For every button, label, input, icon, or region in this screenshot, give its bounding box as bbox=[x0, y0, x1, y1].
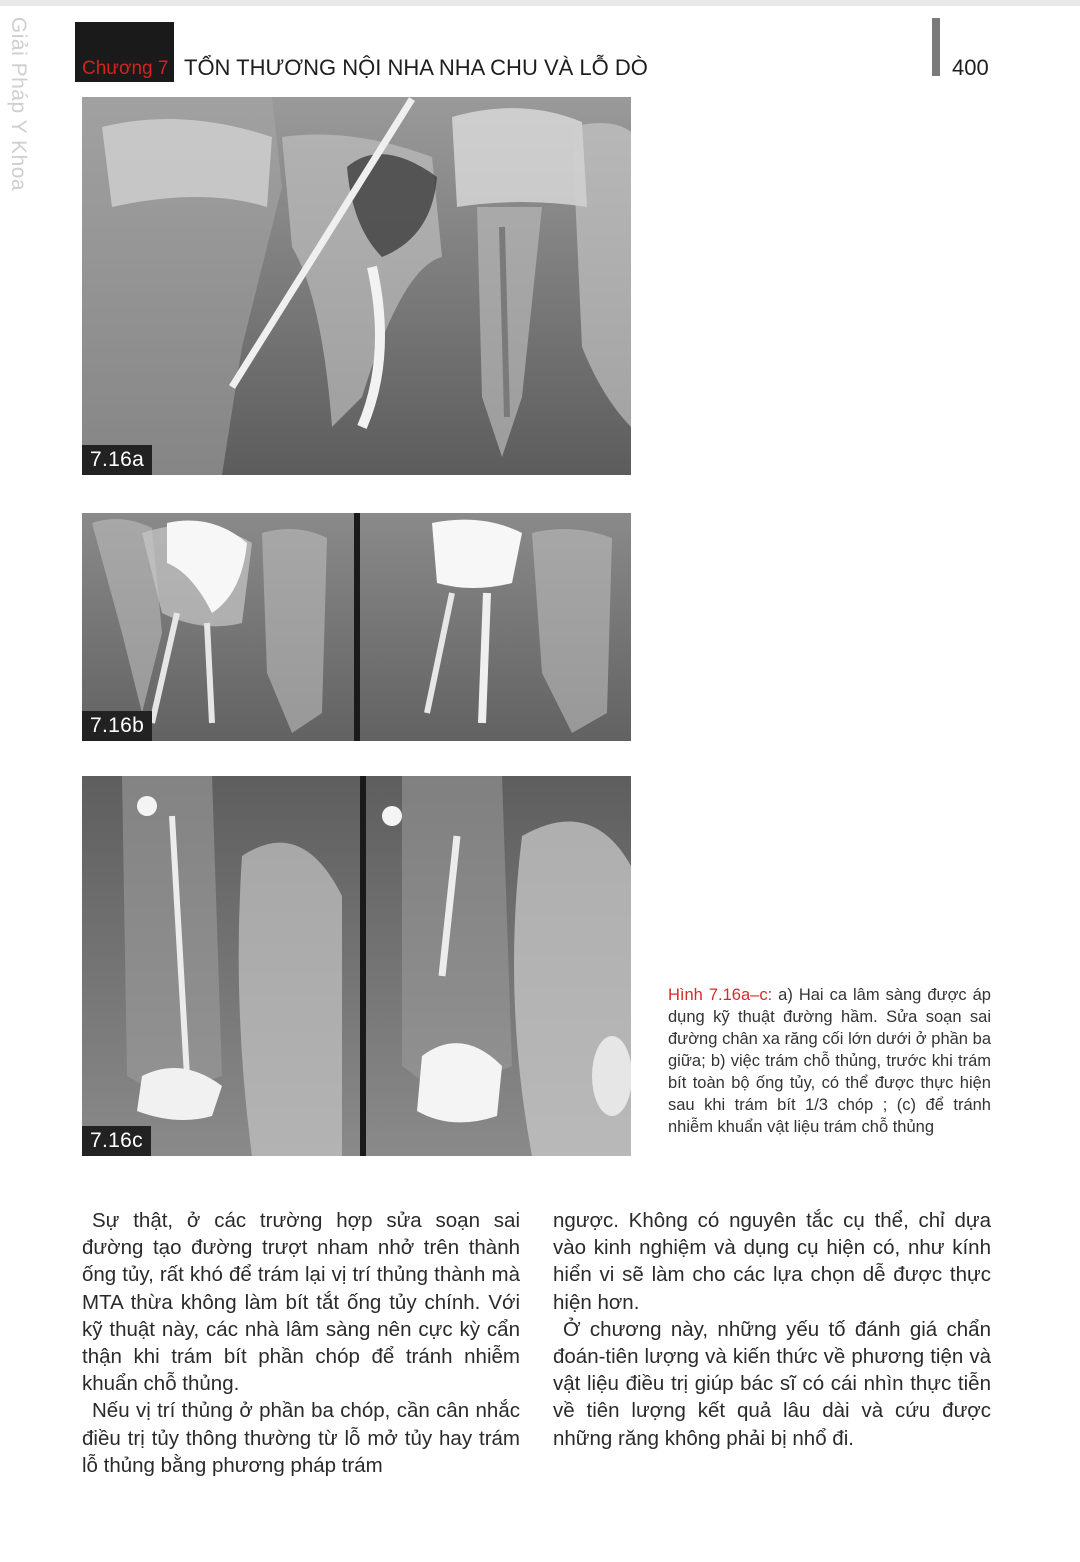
page-number: 400 bbox=[952, 55, 989, 80]
top-strip bbox=[0, 0, 1080, 6]
body-column-left bbox=[82, 1207, 520, 1479]
xray-figure-7-16b bbox=[82, 513, 631, 741]
xray-image-c bbox=[82, 776, 631, 1156]
xray-image-b bbox=[82, 513, 631, 741]
chapter-label: Chương 7 bbox=[82, 58, 169, 79]
body-paragraph: Sự thật, ở các trường hợp sửa soạn sai đường tạo đường trượt nham nhở trên thành ống tủy, rất khó để trám lại vị trí thủng thành mà MTA thừa không làm bít tắt ống tủy chính. Với kỹ thuật này, các nhà lâm sàng nên cực kỳ cẩn thận khi trám bít phần chóp để tránh nhiễm khuẩn chỗ thủng. bbox=[82, 1209, 520, 1396]
body-paragraph: Ở chương này, những yếu tố đánh giá chẩn đoán-tiên lượng và kiến thức về phương tiện và vật liệu điều trị giúp bác sĩ có cái nhìn thực tiễn về tiên lượng kết quả lâu dài và cứu được những răng không phải bị nhổ đi. bbox=[553, 1317, 991, 1450]
chapter-tab bbox=[75, 22, 174, 82]
body-paragraph: ngược. Không có nguyên tắc cụ thể, chỉ dựa vào kinh nghiệm và dụng cụ hiện có, như kính hiển vi sẽ làm cho các lựa chọn dễ được thực hiện hơn. bbox=[553, 1209, 991, 1314]
xray-figure-7-16a bbox=[82, 97, 631, 475]
xray-figure-7-16c bbox=[82, 776, 631, 1156]
body-paragraph: Nếu vị trí thủng ở phần ba chóp, cần cân nhắc điều trị tủy thông thường từ lỗ mở tủy hay trám lỗ thủng bằng phương pháp trám bbox=[82, 1399, 520, 1477]
figure-label: 7.16b bbox=[82, 711, 152, 741]
page-divider-bar bbox=[932, 18, 940, 76]
chapter-title: TỔN THƯƠNG NỘI NHA NHA CHU VÀ LỖ DÒ bbox=[184, 55, 648, 80]
caption-title: Hình 7.16a–c: bbox=[668, 986, 773, 1004]
figure-caption bbox=[668, 984, 991, 1138]
figure-label: 7.16a bbox=[82, 445, 152, 475]
figure-label: 7.16c bbox=[82, 1126, 151, 1156]
caption-text: a) Hai ca lâm sàng được áp dụng kỹ thuật đường hầm. Sửa soạn sai đường chân xa răng cối lớn dưới ở phần ba giữa; b) việc trám chỗ thủng, trước khi trám bít toàn bộ ống tủy, có thể được thực hiện sau khi trám bít 1/3 chóp ; (c) để tránh nhiễm khuẩn vật liệu trám chỗ thủng bbox=[668, 986, 991, 1136]
body-column-right bbox=[553, 1207, 991, 1452]
side-watermark: Giải Pháp Y Khoa bbox=[7, 16, 30, 192]
xray-image-a bbox=[82, 97, 631, 475]
